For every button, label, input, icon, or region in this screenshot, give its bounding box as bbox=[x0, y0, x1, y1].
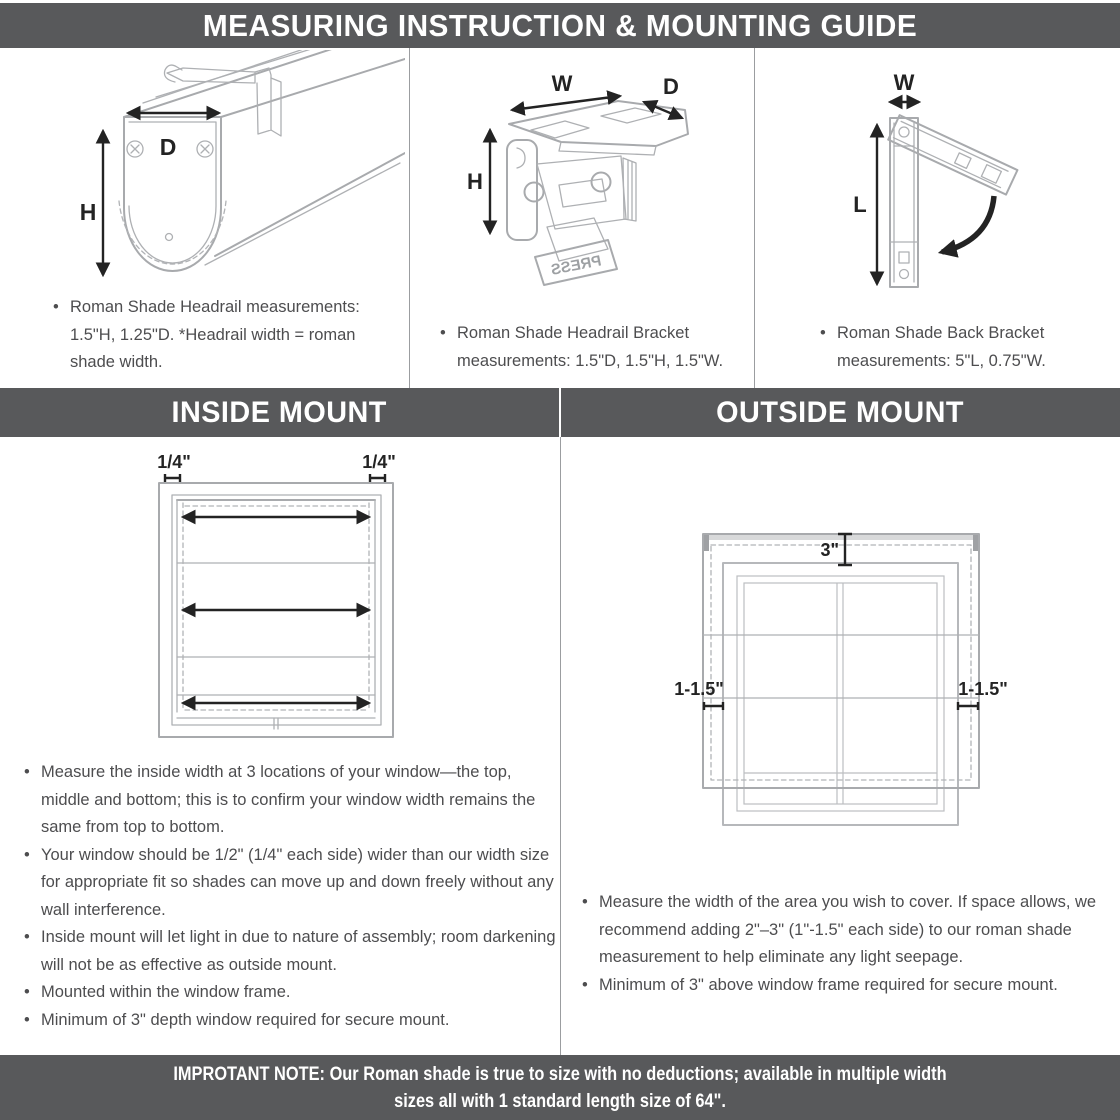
swing-arm bbox=[888, 115, 1017, 194]
caption-bullet: • Roman Shade Back Bracket measurements: 5"L, 0.75"W. bbox=[820, 320, 1120, 375]
back-bracket-caption bbox=[820, 320, 1120, 375]
bullet-item: • Mounted within the window frame. bbox=[24, 979, 559, 1007]
bracket-body bbox=[507, 101, 688, 285]
top-gap-label: 3" bbox=[820, 540, 839, 560]
press-tab-label: PRESS bbox=[549, 252, 603, 279]
mount-section-divider bbox=[560, 437, 561, 1055]
inside-mount-heading bbox=[0, 388, 559, 437]
back-bracket-diagram bbox=[790, 70, 1090, 305]
right-gap-mark bbox=[370, 474, 385, 482]
dim-label-w: W bbox=[893, 70, 915, 95]
bullet-item: • Minimum of 3" above window frame required for secure mount. bbox=[582, 972, 1117, 1000]
important-note-text: IMPROTANT NOTE: Our Roman shade is true to size with no deductions; available in multiple width sizes all with 1 standard length size of 64". bbox=[173, 1062, 947, 1112]
title-banner bbox=[0, 3, 1120, 48]
bullet-item: • Measure the width of the area you wish to cover. If space allows, we recommend adding 2"–3" (1"-1.5" each side) to our roman shade measurement to help eliminate any light seepage. bbox=[582, 889, 1117, 972]
caption-bullet: • Roman Shade Headrail Bracket measurements: 1.5"D, 1.5"H, 1.5"W. bbox=[440, 320, 750, 375]
left-gap-mark bbox=[165, 474, 180, 482]
dim-label-w: W bbox=[551, 72, 573, 96]
inside-mount-instructions bbox=[24, 759, 559, 1034]
bullet-item: • Your window should be 1/2" (1/4" each side) wider than our width size for appropriate fit so shades can move up and down freely without any wall interference. bbox=[24, 842, 559, 925]
left-overlap-mark bbox=[704, 702, 723, 710]
bullet-item: • Measure the inside width at 3 locations of your window—the top, middle and bottom; this is to confirm your window width remains the same from top to bottom. bbox=[24, 759, 559, 842]
dim-label-d: D bbox=[159, 134, 177, 160]
dim-label-h: H bbox=[79, 199, 97, 225]
rotation-arrow bbox=[942, 196, 994, 252]
dim-label-d: D bbox=[663, 74, 679, 99]
headrail-caption bbox=[53, 294, 383, 377]
panel-divider-2 bbox=[754, 48, 755, 388]
right-gap-label: 1/4" bbox=[362, 452, 396, 472]
outside-mount-instructions bbox=[582, 889, 1117, 999]
outside-mount-heading bbox=[561, 388, 1120, 437]
window-frame bbox=[723, 563, 958, 825]
important-note-banner bbox=[0, 1055, 1120, 1120]
right-overlap-label: 1-1.5" bbox=[958, 679, 1008, 699]
headrail-bracket-caption bbox=[440, 320, 750, 375]
headrail-bracket-diagram bbox=[455, 72, 745, 302]
left-gap-label: 1/4" bbox=[157, 452, 191, 472]
outside-mount-diagram bbox=[660, 515, 1020, 845]
depth-arrow bbox=[644, 102, 682, 118]
headrail-diagram bbox=[55, 50, 405, 295]
dim-label-h: H bbox=[467, 169, 483, 194]
right-overlap-mark bbox=[958, 702, 978, 710]
panel-divider-1 bbox=[409, 48, 410, 388]
dim-label-l: L bbox=[853, 192, 867, 217]
bullet-item: • Minimum of 3" depth window required for secure mount. bbox=[24, 1007, 559, 1035]
bracket-body bbox=[890, 118, 918, 287]
page-title: MEASURING INSTRUCTION & MOUNTING GUIDE bbox=[202, 7, 918, 43]
caption-bullet: • Roman Shade Headrail measurements: 1.5"H, 1.25"D. *Headrail width = roman shade width. bbox=[53, 294, 383, 377]
left-overlap-label: 1-1.5" bbox=[674, 679, 724, 699]
inside-mount-heading-text: INSIDE MOUNT bbox=[171, 395, 388, 429]
inside-mount-diagram bbox=[145, 448, 415, 748]
bullet-item: • Inside mount will let light in due to nature of assembly; room darkening will not be as effective as outside mount. bbox=[24, 924, 559, 979]
outside-mount-heading-text: OUTSIDE MOUNT bbox=[716, 395, 965, 429]
